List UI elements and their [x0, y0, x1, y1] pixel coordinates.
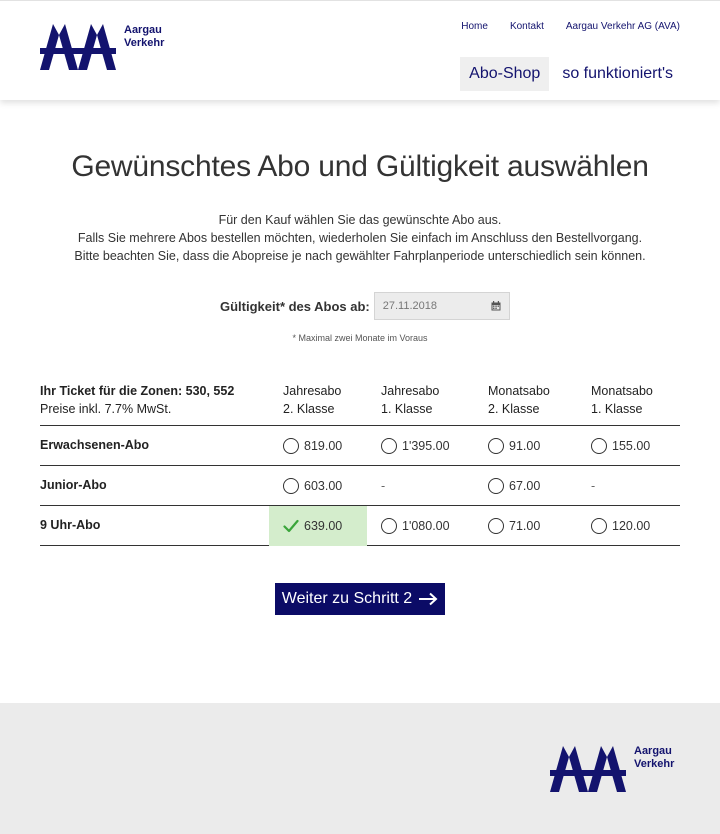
column-header-type: Jahresabo: [283, 384, 342, 398]
price-option[interactable]: [591, 506, 650, 546]
price-option[interactable]: [488, 506, 540, 546]
price-option[interactable]: [381, 506, 450, 546]
price-value: 603.00: [304, 479, 343, 493]
table-row: [40, 466, 680, 506]
price-value: 67.00: [509, 479, 541, 493]
tab-abo-shop[interactable]: Abo-Shop: [460, 57, 549, 91]
row-label: Junior-Abo: [40, 478, 107, 492]
price-option[interactable]: [591, 426, 650, 466]
validity-field: [220, 292, 510, 320]
price-option[interactable]: [381, 426, 450, 466]
price-unavailable: [381, 466, 385, 506]
intro-line: Für den Kauf wählen Sie das gewünschte Abo aus.: [218, 213, 502, 227]
price-value: -: [381, 479, 386, 493]
brand-logo[interactable]: [40, 23, 164, 71]
price-option[interactable]: [283, 466, 342, 506]
intro-line: Falls Sie mehrere Abos bestellen möchten, wiederholen Sie einfach im Anschluss den Bestellvorgang.: [77, 231, 643, 245]
vat-note: Preise inkl. 7.7% MwSt.: [40, 402, 172, 416]
column-header-class: 1. Klasse: [381, 402, 433, 416]
radio-button[interactable]: [283, 478, 299, 494]
row-label: Erwachsenen-Abo: [40, 438, 150, 452]
price-value: -: [591, 479, 596, 493]
price-unavailable: [591, 466, 595, 506]
column-header: [488, 382, 550, 418]
zones-header: [40, 382, 234, 418]
price-option[interactable]: [283, 426, 342, 466]
price-value: 91.00: [509, 439, 541, 453]
brand-name-line2: Verkehr: [634, 758, 675, 770]
validity-date-input[interactable]: [374, 292, 510, 320]
radio-button[interactable]: [591, 518, 607, 534]
radio-button[interactable]: [488, 438, 504, 454]
column-header-class: 2. Klasse: [488, 402, 540, 416]
radio-button[interactable]: [488, 518, 504, 534]
row-label: 9 Uhr-Abo: [40, 518, 101, 532]
column-header-class: 1. Klasse: [591, 402, 643, 416]
footer-logo[interactable]: [550, 745, 674, 793]
price-option-selected[interactable]: [269, 506, 367, 546]
tab-so-funktionierts[interactable]: so funktioniert's: [562, 65, 673, 82]
zones-title: Ihr Ticket für die Zonen: 530, 552: [40, 384, 235, 398]
intro-line: Bitte beachten Sie, dass die Abopreise je nach gewählter Fahrplanperiode unterschiedlich sein können.: [74, 249, 646, 263]
aargau-verkehr-logo-icon: [550, 745, 626, 793]
top-navigation: [461, 21, 680, 32]
price-value: 1'395.00: [402, 439, 450, 453]
intro-text: [0, 211, 720, 265]
checkmark-icon[interactable]: [283, 519, 299, 533]
column-header-type: Monatsabo: [488, 384, 550, 398]
price-value: 155.00: [612, 439, 651, 453]
column-header-class: 2. Klasse: [283, 402, 335, 416]
brand-name-line1: Aargau: [124, 24, 162, 36]
site-footer: [0, 703, 720, 834]
main-navigation: [460, 57, 682, 91]
radio-button[interactable]: [488, 478, 504, 494]
price-value: 639.00: [304, 519, 343, 533]
radio-button[interactable]: [381, 518, 397, 534]
nav-link-ava[interactable]: Aargau Verkehr AG (AVA): [565, 21, 680, 32]
brand-name-line2: Verkehr: [124, 37, 165, 49]
price-value: 1'080.00: [402, 519, 450, 533]
price-table: [40, 376, 680, 546]
nav-link-home[interactable]: Home: [461, 21, 488, 32]
column-header: [283, 382, 341, 418]
price-value: 120.00: [612, 519, 651, 533]
column-header: [591, 382, 653, 418]
aargau-verkehr-logo-icon: [40, 23, 116, 71]
brand-name-line1: Aargau: [634, 745, 672, 757]
price-value: 71.00: [509, 519, 541, 533]
validity-date-value: 27.11.2018: [382, 300, 438, 312]
next-step-label: Weiter zu Schritt 2: [281, 590, 413, 607]
nav-link-kontakt[interactable]: Kontakt: [509, 21, 544, 32]
price-option[interactable]: [488, 426, 540, 466]
table-header: [40, 376, 680, 426]
price-value: 819.00: [304, 439, 343, 453]
column-header-type: Jahresabo: [381, 384, 440, 398]
arrow-right-icon: [418, 592, 438, 606]
next-step-button[interactable]: [275, 583, 445, 615]
validity-label: Gültigkeit* des Abos ab:: [220, 298, 370, 314]
table-row: [40, 426, 680, 466]
radio-button[interactable]: [381, 438, 397, 454]
radio-button[interactable]: [283, 438, 299, 454]
column-header-type: Monatsabo: [591, 384, 653, 398]
radio-button[interactable]: [591, 438, 607, 454]
price-option[interactable]: [488, 466, 540, 506]
validity-footnote: * Maximal zwei Monate im Voraus: [292, 333, 428, 343]
column-header: [381, 382, 439, 418]
site-header: [0, 0, 720, 100]
table-row: [40, 506, 680, 546]
page-title: Gewünschtes Abo und Gültigkeit auswählen: [71, 150, 649, 183]
calendar-icon[interactable]: [491, 301, 501, 311]
